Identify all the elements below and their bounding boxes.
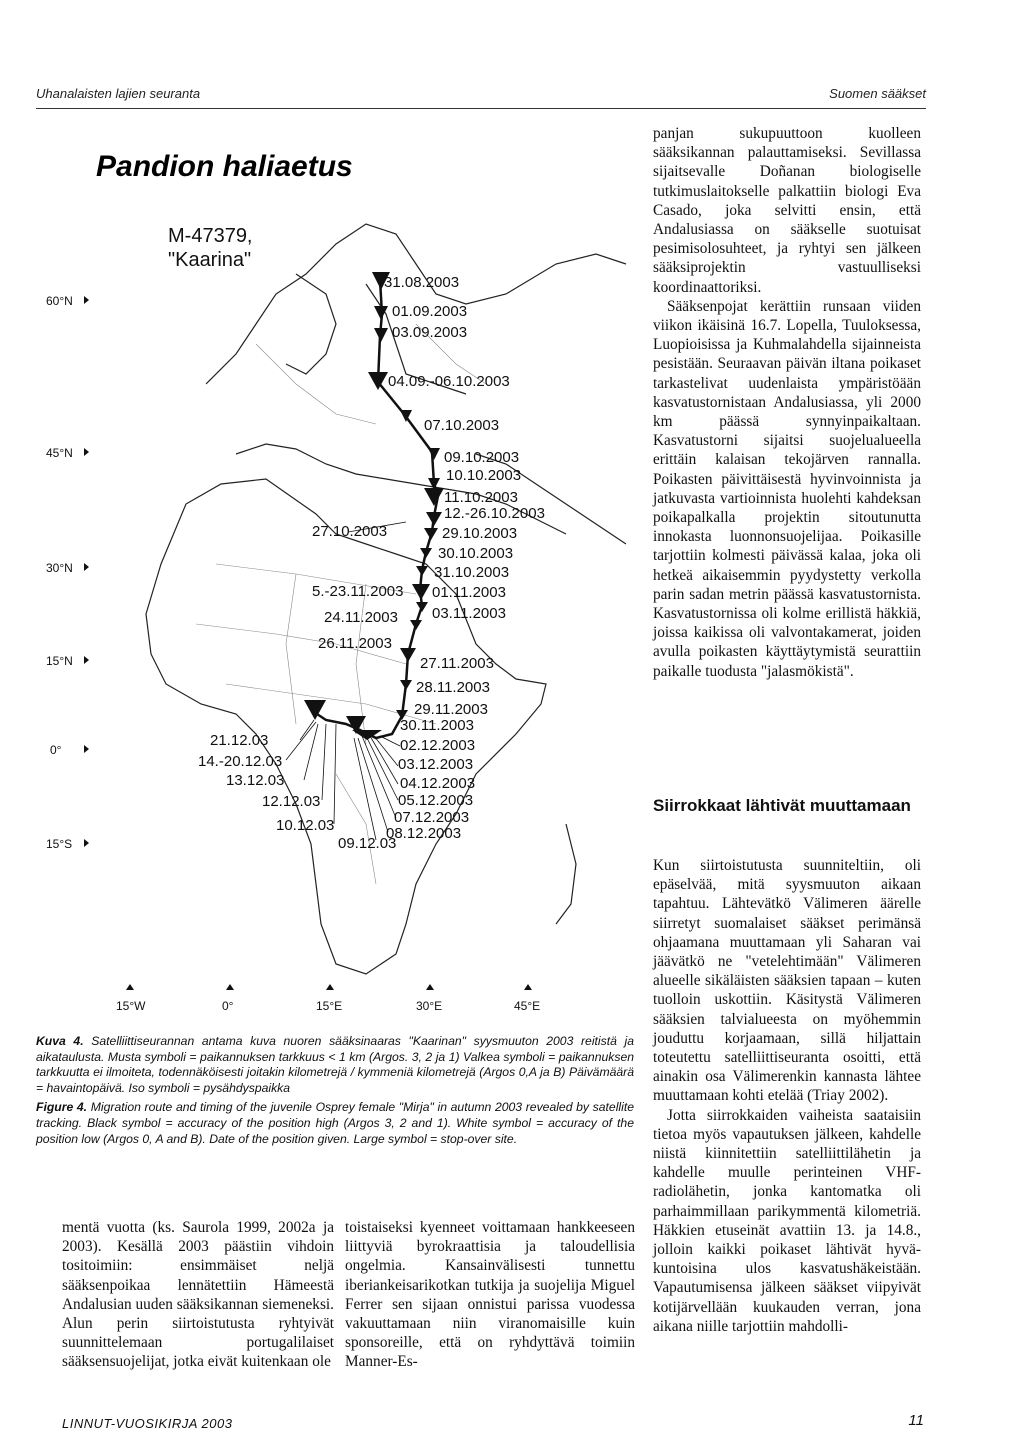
route-label: 10.10.2003 bbox=[446, 467, 522, 484]
route-label: 04.12.2003 bbox=[400, 775, 476, 792]
route-label: 30.11.2003 bbox=[400, 717, 474, 734]
lat-label: 15°N bbox=[46, 654, 73, 668]
route-label: 05.12.2003 bbox=[398, 792, 474, 809]
route-label: 30.10.2003 bbox=[438, 545, 514, 562]
caption-fi bbox=[36, 1034, 634, 1096]
lon-label: 15°E bbox=[316, 999, 343, 1013]
body-column-3-bottom bbox=[653, 856, 921, 1336]
route-label: 5.-23.11.2003 bbox=[312, 583, 404, 600]
route-label: 03.11.2003 bbox=[432, 605, 506, 622]
body-column-1 bbox=[62, 1218, 334, 1372]
route-label: 31.10.2003 bbox=[434, 564, 510, 581]
body-column-2 bbox=[345, 1218, 635, 1372]
paragraph: mentä vuotta (ks. Saurola 1999, 2002a ja 2003). Kesällä 2003 päästiin vihdoin tositoimiin: ensimmäiset neljä sääksenpoikaa lennätettiin Hämeestä Andalusian uuden sääksikannan siemeneksi. Alun perin siirtoistutusta ryhtyivät suunnittelemaan portugalilaiset sääksensuojelijat, jotka eivät kuitenkaan ole bbox=[62, 1219, 334, 1371]
route-label: 08.12.2003 bbox=[386, 825, 462, 842]
route-label: 10.12.03 bbox=[276, 817, 335, 834]
route-label: 29.11.2003 bbox=[414, 701, 488, 718]
lon-label: 15°W bbox=[116, 999, 146, 1013]
route-label: 29.10.2003 bbox=[442, 525, 518, 542]
route-label: 01.09.2003 bbox=[392, 303, 468, 320]
caption-en bbox=[36, 1100, 634, 1147]
route-label: 13.12.03 bbox=[226, 772, 285, 789]
route-label: 26.11.2003 bbox=[318, 635, 392, 652]
route-label: 07.10.2003 bbox=[424, 417, 500, 434]
running-header-left: Uhanalaisten lajien seuranta bbox=[36, 86, 201, 101]
lon-label: 0° bbox=[222, 999, 234, 1013]
paragraph: toistaiseksi kyenneet voittamaan hankkeeseen liittyviä byrokraattisia ja taloudellisia ongelmia. Kansainvälisesti tunnettu iberiankeisarikotkan tutkija ja suojelija Miguel Ferrer sen sijaan onnistui parissa vuodessa vakuuttamaan niin viranomaisille kuin sponsoreille, että on ryhdyttävä toimiin Manner-Es- bbox=[345, 1219, 635, 1371]
route-label: 09.12.03 bbox=[338, 835, 397, 852]
figure-caption bbox=[36, 1034, 634, 1151]
lat-label: 45°N bbox=[46, 446, 73, 460]
caption-fi-text: Satelliittiseurannan antama kuva nuoren sääksinaaras "Kaarinan" syysmuuton 2003 reitistä ja aikataulusta. Musta symboli = paikannuksen tarkkuus < 1 km (Argos. 3, 2 ja 1) Valkea symboli = paikannuksen tarkkuutta ei ilmoiteta, todennäköisesti joitakin kilometrejä / kymmeniä kilometrejä (Argos 0,A ja B) Päivämäärä = havaintopäivä. Iso symboli = pysähdyspaikka bbox=[36, 1034, 635, 1095]
lon-label: 45°E bbox=[514, 999, 541, 1013]
route-label: 04.09.-06.10.2003 bbox=[388, 373, 510, 390]
caption-en-text: Migration route and timing of the juvenile Osprey female "Mirja" in autumn 2003 revealed by satellite tracking. Black symbol = accuracy of the position high (Argos 3, 2 and 1). White symbol = accuracy of the position low (Argos 0, A and B). Date of the position given. Large symbol = stop-over site. bbox=[36, 1100, 635, 1146]
lat-label: 0° bbox=[50, 743, 62, 757]
page-number: 11 bbox=[908, 1412, 924, 1429]
caption-en-label: Figure 4. bbox=[36, 1100, 88, 1115]
lat-label: 30°N bbox=[46, 561, 73, 575]
lat-label: 60°N bbox=[46, 294, 73, 308]
route-label: 03.12.2003 bbox=[398, 756, 474, 773]
bird-name: "Kaarina" bbox=[168, 249, 252, 271]
paragraph: Kun siirtoistutusta suunniteltiin, oli epäselvää, mitä syysmuuton aikaan tapahtuu. Lähtevätkö Välimeren äärelle siirretyt suomalaiset sääkset perimänsä ohjaamana muuttamaan yli Saharan vai jäävätkö ne "vetelehtimään" Välimeren alueelle sikäläisten sääksien tapaan – kuten tuolloin uskottiin. Käsitystä Välimeren sääksien talvialueesta on myöhemmin jouduttu korjaamaan, sillä hiljattain toteutettu satelliittiseuranta osoitti, että ainakin osa Välimerenkin kannasta lähtee muuttamaan kohti etelää (Triay 2002). bbox=[653, 857, 921, 1105]
body-column-3-top bbox=[653, 124, 921, 681]
route-label: 12.12.03 bbox=[262, 793, 321, 810]
footer-journal: LINNUT-VUOSIKIRJA 2003 bbox=[62, 1416, 233, 1431]
migration-map bbox=[36, 124, 632, 1032]
running-header-right: Suomen sääkset bbox=[829, 86, 926, 101]
lon-label: 30°E bbox=[416, 999, 443, 1013]
route-label: 11.10.2003 bbox=[444, 489, 518, 506]
header-rule bbox=[36, 108, 926, 109]
map-title: Pandion haliaetus bbox=[96, 150, 353, 183]
paragraph: Jotta siirrokkaiden vaiheista saataisiin tietoa myös vapautuksen jälkeen, kahdelle niistä kiinnitettiin satelliittilähetin ja kahdelle muulle perinteinen VHF-radiolähetin, jonka kantomatka oli parhaimmillaan parikymmentä kilometriä. Häkkien etuseinät avattiin 13. ja 14.8., jolloin kaikki poikaset lähtivät hyvä-kuntoisina ulos kasvatushäkeistään. Vapautumisensa jälkeen sääkset viipyivät kotijärvellään kuukauden verran, jona aikana niille tarjottiin mahdolli- bbox=[653, 1106, 921, 1335]
route-label: 03.09.2003 bbox=[392, 324, 468, 341]
route-label: 27.11.2003 bbox=[420, 655, 494, 672]
lat-label: 15°S bbox=[46, 837, 73, 851]
route-label: 12.-26.10.2003 bbox=[444, 505, 545, 522]
route-label: 01.11.2003 bbox=[432, 584, 506, 601]
route-label: 09.10.2003 bbox=[444, 449, 520, 466]
paragraph: Sääksenpojat kerättiin runsaan viiden viikon ikäisinä 16.7. Lopella, Tuuloksessa, Luopioisissa ja Kuhmalahdella sijainneista pesistään. Seuraavan päivän iltana poikaset tarkastelivat uudenlaista ympäristöään kasvatustornistaan Andalusiassa, yli 2000 km päässä synnyinpaikaltaan. Kasvatustorni sijaitsi suojelualueella erittäin kalaisan tekojärven rannalla. Poikasten päivittäisestä hyvinvoinnista ja jatkuvasta vartioinnista huolehti kahdeksan poikapalkalla projektin sitoutunutta innokasta luonnonsuojelijaa. Poikasille tarjottiin kolmesti päivässä kalaa, joka oli hetkeä aikaisemmin pyydystetty verkolla parin sadan metrin päässä kasvatustornista. Kasvatustornissa oli kolme erillistä häkkiä, joissa kaikissa oli valvontakamerat, joiden avulla poikasten käyttäytymistä seurattiin paikalle tuodusta "jalasmökistä". bbox=[653, 297, 921, 680]
route-label: 24.11.2003 bbox=[324, 609, 398, 626]
route-label: 28.11.2003 bbox=[416, 679, 490, 696]
route-label: 02.12.2003 bbox=[400, 737, 476, 754]
bird-id: M-47379, bbox=[168, 225, 253, 247]
route-label: 14.-20.12.03 bbox=[198, 753, 283, 770]
caption-fi-label: Kuva 4. bbox=[36, 1034, 84, 1048]
paragraph: panjan sukupuuttoon kuolleen sääksikannan palauttamiseksi. Sevillassa sijaitsevalle Doñanan biologiselle tutkimuslaitokselle palkattiin biologi Eva Casado, joka selvitti ensin, että Andalusiassa on sääkselle suotuisat pesimisolosuhteet, ja ryhtyi sen jälkeen sääksiprojektin vastuulliseksi koordinaattoriksi. bbox=[653, 125, 921, 296]
route-label: 07.12.2003 bbox=[394, 809, 470, 826]
route-label: 27.10.2003 bbox=[312, 523, 388, 540]
route-label: 31.08.2003 bbox=[384, 274, 460, 291]
route-label: 21.12.03 bbox=[210, 732, 269, 749]
section-heading: Siirrokkaat lähtivät muuttamaan bbox=[653, 796, 911, 815]
